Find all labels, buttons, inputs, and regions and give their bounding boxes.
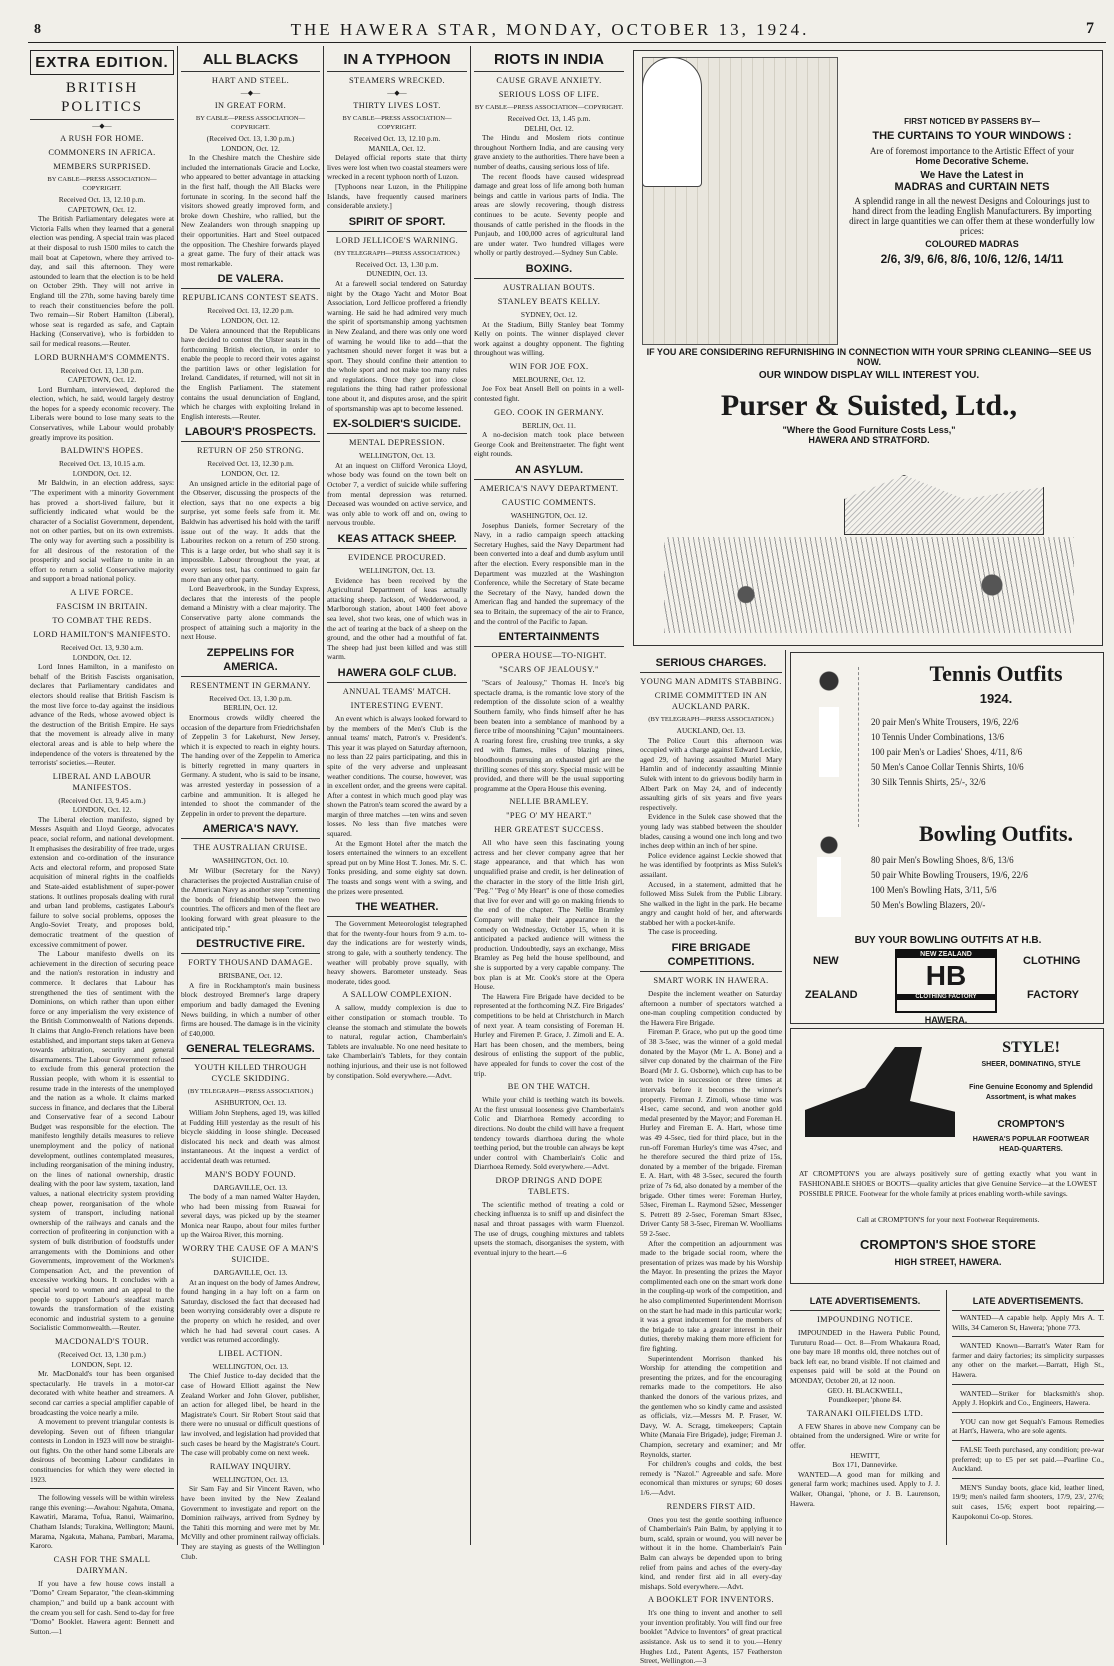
subheading: HER GREATEST SUCCESS. <box>494 825 604 835</box>
paragraph: Lord Burnham, interviewed, deplored the election, which, he said, would largely destroy the hopes for a speedy economic recovery. The Liberals were bound to lose many seats to the Conservatives, while Labour would probably greatly improve its position. <box>30 384 174 442</box>
subheading: AUSTRALIAN BOUTS. <box>503 282 595 292</box>
subheading: CRIME COMMITTED IN AN AUCKLAND PARK. <box>654 691 768 711</box>
subheading: YOUTH KILLED THROUGH CYCLE SKIDDING. <box>194 1063 307 1084</box>
masthead-rule <box>28 42 1106 43</box>
received-line: Received Oct. 13, 12.10 p.m. <box>353 134 441 143</box>
column-rule <box>177 46 178 1545</box>
subheading: YOUNG MAN ADMITS STABBING. <box>640 677 782 686</box>
subheading: LIBERAL AND LABOUR MANIFESTOS. <box>52 771 152 792</box>
paragraph: Despite the inclement weather on Saturday afternoon a number of spectators watched a one-man coupling competition conducted by the Hawera Fire Brigade. <box>640 989 782 1027</box>
paragraph: Lord Beaverbrook, in the Sunday Express, declares that the interests of the people demand a Ministry with a clear majority. The Conservative party alone commands the prospect of attaining such a majority in the next House. <box>181 584 320 642</box>
received-line: Received Oct. 13, 1.45 p.m. <box>507 114 591 123</box>
subheading: CASH FOR THE SMALL DAIRYMAN. <box>53 1554 151 1575</box>
article-headline: EX-SOLDIER'S SUICIDE. <box>327 417 467 434</box>
article-headline: DESTRUCTIVE FIRE. <box>181 937 320 954</box>
dateline: LONDON, Oct. 12. <box>72 468 132 478</box>
subheading: "PEG O' MY HEART." <box>506 811 592 821</box>
byline: BY CABLE—PRESS ASSOCIATION—COPYRIGHT. <box>195 115 306 131</box>
paragraph: At the Egmont Hotel after the match the losers entertained the winners to an excellent spread put on by Mine Host T. Jones. Mr. S. C. Tonks presiding, and some eighty sat down. The toasts and songs went with a swing, and the prizes were presented. <box>327 838 467 896</box>
paragraph: The Hawera Fire Brigade have decided to be represented at the forthcoming N.Z. Fire Brigades' competitions to be held at Christchurch in March of next year. A team consisting of Foreman H. Hurley and Firemen P. Grace, J. Zimoli and E. A. Hart has been chosen, and the members, being desirous of enlisting the support of the public, have appealed for funds to cover the cost of the trip. <box>474 991 624 1078</box>
paragraph: [Typhoons near Luzon, in the Philippine Islands, have frequently caused mariners considerable anxiety.] <box>327 181 467 211</box>
paragraph: A FEW Shares in above new Company can be obtained from the undersigned. Wire or write for offer. <box>790 1421 940 1450</box>
subheading: BE ON THE WATCH. <box>507 1082 591 1092</box>
article-headline: IN A TYPHOON <box>327 50 467 72</box>
subheading: GEO. COOK IN GERMANY. <box>494 407 604 417</box>
subheading: A LIVE FORCE. <box>70 587 134 597</box>
signature: Poundkeeper; 'phone 84. <box>828 1395 902 1405</box>
classified-ad: WANTED Known—Barratt's Water Ram for farmer and dairy factories; its simplicity surpasses any other on the market.—Barratt, High St., Hawera. <box>952 1341 1104 1379</box>
column-serious-charges <box>640 46 782 1666</box>
dateline: CAPETOWN, Oct. 12. <box>67 375 137 385</box>
subheading: THIRTY LIVES LOST. <box>353 101 441 110</box>
byline: BY CABLE—PRESS ASSOCIATION—COPYRIGHT. <box>474 104 624 111</box>
article-headline: RIOTS IN INDIA <box>474 50 624 72</box>
column-rule <box>785 650 786 1545</box>
subheading: WORRY THE CAUSE OF A MAN'S SUICIDE. <box>182 1244 319 1265</box>
list-item: 30 Silk Tennis Shirts, 25/-, 32/6 <box>871 777 986 787</box>
paragraph: Joe Fox beat Ansell Bell on points in a well-contested fight. <box>474 384 624 404</box>
subheading: TARANAKI OILFIELDS LTD. <box>806 1408 924 1418</box>
article-headline: THE WEATHER. <box>327 900 467 917</box>
subheading: RAILWAY INQUIRY. <box>209 1461 292 1471</box>
divider <box>952 1336 1104 1337</box>
subheading: MAN'S BODY FOUND. <box>204 1169 297 1179</box>
subheading: RENDERS FIRST AID. <box>666 1501 756 1511</box>
paragraph: For children's coughs and colds, the best remedy is "Nazol." Agreeable and safe. More economical than mixtures or syrups; 60 doses 1/6.—Advt. <box>640 1459 782 1497</box>
logo-text: CLOTHING FACTORY <box>897 994 995 1000</box>
byline: BY CABLE—PRESS ASSOCIATION—COPYRIGHT. <box>47 176 157 192</box>
late-advertisements-left <box>790 1290 940 1540</box>
subheading: CAUSE GRAVE ANXIETY. <box>496 76 602 85</box>
bowling-items <box>871 853 1101 913</box>
divider <box>952 1412 1104 1413</box>
signature: HEWITT, <box>850 1450 880 1460</box>
column-india <box>474 46 624 1546</box>
house-illustration <box>844 475 1044 535</box>
extra-edition-banner: EXTRA EDITION. <box>30 50 174 75</box>
list-item: 100 pair Men's or Ladies' Shoes, 4/11, 8/6 <box>871 747 1023 757</box>
ornament: —◆— <box>240 89 261 97</box>
subheading: WIN FOR JOE FOX. <box>509 361 589 371</box>
paragraph: Mr Wilbur (Secretary for the Navy) characterises the projected Australian cruise of the American Navy as another step "cementing the bonds of friendship between the two countries. The officers and men of the fleet are looking forward with great pleasure to the anticipated trip." <box>181 866 320 933</box>
dateline: ASHBURTON, Oct. 13. <box>214 1098 287 1108</box>
column-british-politics <box>30 46 174 1636</box>
dateline: WELLINGTON, Oct. 13. <box>212 1361 289 1371</box>
classified-ad: YOU can now get Sequah's Famous Remedies at Hart's, Hawera, who are sole agents. <box>952 1416 1104 1436</box>
subheading: INTERESTING EVENT. <box>350 700 444 710</box>
ad-text: THE CURTAINS TO YOUR WINDOWS : <box>872 130 1072 142</box>
logo-text: HB <box>925 960 967 991</box>
article-headline: BOXING. <box>474 262 624 279</box>
section-heading: LATE ADVERTISEMENTS. <box>952 1294 1104 1311</box>
paragraph: The Chief Justice to-day decided that the case of Howard Elliott against the New Zealand Worker and John Glover, publisher, an action for alleged libel, be heard in the Magistrate's Court. Sir Robert Stout said that there were no unusual or difficult questions of law involved, and legislation had provided that such cases be heard by the Magistrate's Court. The case will probably come on next week. <box>181 1371 320 1458</box>
received-line: Received Oct. 13, 9.30 a.m. <box>60 642 144 652</box>
subheading: EVIDENCE PROCURED. <box>348 553 446 562</box>
subheading: "SCARS OF JEALOUSY." <box>499 665 599 675</box>
late-advertisements-right <box>952 1290 1104 1540</box>
paragraph: The scientific method of treating a cold or checking influenza is to sniff up and disinfect the nasal and throat passages with warm Fluenzol. The use of drugs, coughing mixtures and tablets upsets the stomach, disorganises the system, with eventual injury to the heart.—6 <box>474 1199 624 1257</box>
paragraph: At a farewell social tendered on Saturday night by the Otago Yacht and Motor Boat Association, Lord Jellicoe proffered a friendly warning. He said he had admired very much the spirit of sportsmanship among yachtsmen in New Zealand, and there was only one word of warning he would like to add—that the yachtsmen should never forget it was but a sport. They should confine their attention to the whole sport and not make too many rules and regulations. Once they got into close regulations the thing had rather professional tone about it, and disputes arose, and the spirit of sportsmanship was apt to become lessened. <box>327 278 467 413</box>
subheading: A BOOKLET FOR INVENTORS. <box>647 1595 775 1605</box>
buy-line: BUY YOUR BOWLING OUTFITS AT H.B. <box>854 935 1042 946</box>
hawera-label: HAWERA. <box>924 1015 968 1025</box>
divider <box>952 1440 1104 1441</box>
paragraph: A movement to prevent triangular contests is developing. Seven out of fifteen triangular contests in London in 1923 will now be straight-out fights. On the other hand some Liberals are desirous of becoming Labour candidates in constituencies for which they were elected in 1923. <box>30 1417 174 1484</box>
ad-text: OUR WINDOW DISPLAY WILL INTEREST YOU. <box>758 370 980 381</box>
subheading: LORD BURNHAM'S COMMENTS. <box>34 352 170 362</box>
paragraph: The case is proceeding. <box>648 927 718 937</box>
year: 1924. <box>979 691 1013 706</box>
dateline: CAPETOWN, Oct. 12. <box>67 204 137 214</box>
classified-ad: WANTED—A capable help. Apply Mrs A. T. Wills, 34 Cameron St, Hawera; 'phone 773. <box>952 1313 1104 1332</box>
column-rule <box>946 1290 947 1545</box>
dateline: LONDON, Oct. 12. <box>72 652 132 662</box>
dateline: WASHINGTON, Oct. 12. <box>510 511 588 521</box>
paragraph: At the Stadium, Billy Stanley beat Tommy Kelly on points. The winner displayed clever work against a doughty opponent. The fighting throughout was willing. <box>474 319 624 358</box>
firm-name: Purser & Suisted, Ltd., <box>720 389 1018 422</box>
paragraph: The body of a man named Walter Hayden, who had been missing from Ruawai for several days, was picked up by the steamer Monica near Raupo, about four miles further up the Wairoa River, this morning. <box>181 1192 320 1240</box>
style-heading: STYLE! <box>1002 1039 1060 1056</box>
paragraph: At an inquest on the body of James Andrew, found hanging in a hay loft on a farm on Saturday, disclosed the fact that deceased had been worrying considerably over a dispute re the property on which he resided, and over which he had had several court cases. A verdict was returned accordingly. <box>181 1277 320 1345</box>
byline: BY CABLE—PRESS ASSOCIATION—COPYRIGHT. <box>342 115 452 131</box>
ad-text: We Have the Latest in <box>920 170 1024 181</box>
article-headline: DE VALERA. <box>181 272 320 289</box>
paragraph: The Liberal election manifesto, signed by Messrs Asquith and Lloyd George, advocates peace, social reform, and national development. It emphasises the desirability of free trade, urges extension and co-ordination of the insurance Acts and electoral reform, and proposed State acquisition of mineral rights in the coalfields and State-aided establishment of super-power stations. It outlines proposals dealing with rural and urban land problems, castigates Labour's failure to solve social problems, opposes the Anglo-Soviet Treaty, and proposes bold, democratic treatment of the question of excessive commitment of power. <box>30 814 174 949</box>
paragraph: Superintendent Morrison thanked his Worship for attending the competition and presenting the prizes, and for the encouraging remarks made to the competitors. He also thanked the donors of the various prizes, and the gentlemen who so kindly came and assisted as officials, viz.—Messrs M. P. Fraser, W. Davy, W. A. Scragg, timekeepers; Captain White (Manaia Fire Brigade), judge; Fireman J. Champion, secretary and examiner; and Mr Reynolds, starter. <box>640 1353 782 1459</box>
ad-text: A splendid range in all the newest Designs and Colourings just to hand direct from the leading English Manufacturers. By importing direct in large quantities we can offer them at these wonderfully low prices: <box>849 196 1095 236</box>
dateline: DARGAVILLE, Oct. 13. <box>213 1268 288 1278</box>
paragraph: The Labour manifesto dwells on its achievement in the direction of securing peace and the nation's restoration in industry and commerce. It declares that Labour has strengthened the ties of sentiment with the Dominions, on which rather than upon either force or any imperialism the very existence of the British Commonwealth of Nations depends. It claims that Anglo-French relations have been established, and important steps taken at Geneva towards arbitration, security and general disarmaments. The Labour Government refused to exclude from this general protection the Russian people, with whom it is essential to resume trade in the interests of the unemployed and the nation as a whole. It claims marked success in finance, and declares that the Liberal and Conservative fear of a second Labour Budget was responsible for the election. The manifesto lengthily details measures to relieve unemployment and the policy of national development, outlines contemplated measures, including reorganisation of the mining industry, on the lines of national ownership, drastic dealing with the poor law system, taxation, land values, a national electricity system providing cheap power, reorganisation of the whole system of transport, including national ownership of the railways and canals and the correction of profiteering in conjunction with a system of bulk distribution of foodstuffs under arrangements with the Dominions and other Governments, improvement of the Workmen's Compensation Act, and the prevention of excessive working hours. It concludes with a special word to women and an appeal to the people to support Labour's steadfast march towards the transformation of the existing economic and industrial system to a genuine Socialistic Commonwealth.—Reuter. <box>30 949 174 1333</box>
subheading: MENTAL DEPRESSION. <box>348 438 446 448</box>
subheading: IN GREAT FORM. <box>214 101 287 110</box>
subheading: HART AND STEEL. <box>211 76 290 85</box>
article-headline: HAWERA GOLF CLUB. <box>327 666 467 683</box>
paragraph: An event which is always looked forward to by the members of the Men's Club is the annual teams' match, Patron's v. President's. This year it was played on Saturday afternoon, no less than 22 pairs participating, and this in spite of the very adverse and unpleasant weather conditions. The course, however, was in excellent order, and the greens were capital. After a contest in which much good play was shown the Patron's team scored the award by a margin of three matches —ten wins and seven losses. No less than five matches were squared. <box>327 713 467 839</box>
subheading: SERIOUS LOSS OF LIFE. <box>498 90 600 99</box>
list-item: 10 Tennis Under Combinations, 13/6 <box>871 732 1004 742</box>
ad-text: 2/6, 3/9, 6/6, 8/6, 10/6, 12/6, 14/11 <box>880 252 1064 266</box>
paragraph: A no-decision match took place between George Cook and Breitenstraeter. The fight went eight rounds. <box>474 430 624 459</box>
paragraph: The Police Court this afternoon was occupied with a charge against Edward Leckie, aged 29, of having assaulted Muriel Mary Hamlin and of indecently assaulting Minnie Sulek with intent to do grievous bodily harm in Albert Park on May 24, and of indecently assaulting girls of six years and five years respectively. <box>640 735 782 812</box>
tennis-heading: Tennis Outfits <box>929 661 1063 686</box>
paragraph: Josephus Daniels, former Secretary of the Navy, in a radio campaign speech attacking Secretary Hughes, said the Navy Department had been converted into a deaf and dumb asylum until after the election. Every responsible man in the Department was muzzled at the Washington Conference, while the Secretary of State became the Secretary of the Navy, handed down the American flag and handed the supremacy of the sea to Britain, the supremacy of the air to France, and the control of the Pacific to Japan. <box>474 520 624 626</box>
ad-text: COLOURED MADRAS <box>925 239 1019 249</box>
ad-text: MADRAS and CURTAIN NETS <box>894 181 1050 193</box>
dateline: LONDON, Oct. 12. <box>221 315 280 325</box>
subheading: LORD JELLICOE'S WARNING. <box>335 235 459 245</box>
column-rule <box>470 46 471 1545</box>
paragraph: The recent floods have caused widespread damage and great loss of life among both human beings and cattle in various parts of India. The areas are slowly recovering, though distress continues to be acute. Seventy people and thousands of cattle perished in the floods in the Punjaub, and 100,000 acres of agricultural land are under water. Two hundred villages were wholly or partly destroyed.—Sydney Sun Cable. <box>474 171 624 258</box>
paragraph: Ones you test the gentle soothing influence of Chamberlain's Pain Balm, by applying it to burn, scald, sprain or wound, you will never be without it in the home. Chamberlain's Pain Balm can always be depended upon to bring relief from pains and aches of the every-day kind, and render first aid in all every-day mishaps. Sold everywhere.—Advt. <box>640 1514 782 1591</box>
paragraph: It's one thing to invent and another to sell your invention profitably. You will find our free booklet "Advice to Inventors" of great practical assistance. Ask us to send it to you.—Henry Hughes Ltd., Patent Agents, 157 Featherston Street, Wellington.—3 <box>640 1608 782 1666</box>
divider <box>30 1488 174 1489</box>
list-item: 50 pair White Bowling Trousers, 19/6, 22/6 <box>871 870 1028 880</box>
subheading: RESENTMENT IN GERMANY. <box>190 680 311 690</box>
hb-logo <box>895 949 997 1013</box>
paragraph: The Hindu and Moslem riots continue throughout Northern India, and are causing very grave anxiety to the authorities. There have been a number of deaths, causing serious loss of life. <box>474 133 624 171</box>
received-line: (Received Oct. 13, 1.30 p.m.) <box>58 1349 146 1359</box>
subheading: MEMBERS SURPRISED. <box>53 162 151 171</box>
ad-text: HAWERA'S POPULAR FOOTWEAR HEAD-QUARTERS. <box>972 1136 1090 1153</box>
subheading: OPERA HOUSE—TO-NIGHT. <box>491 651 607 661</box>
dateline: LONDON, Sept. 12. <box>71 1359 133 1369</box>
paragraph: Sir Sam Fay and Sir Vincent Raven, who have been invited by the New Zealand Government to investigate and report on the Dominion railways, arrived from Sydney by the Tahiti this morning and were met by Mr. McVilly and other prominent railway officials. They are staying as guests of the Wellington Club. <box>181 1484 320 1561</box>
paragraph: IMPOUNDED in the Hawera Public Pound, Turuturu Road— Oct. 8—From Whakaura Road, one bay mare 18 months old, three notches out of back left ear, no brand visible. If not claimed and expenses paid will be sold at the Pound on MONDAY, October 20, at 12 noon. <box>790 1328 940 1385</box>
logo-text: NEW ZEALAND <box>897 951 995 958</box>
dateline: LONDON, Oct. 12. <box>221 469 280 479</box>
classified-ad: FALSE Teeth purchased, any condition; pre-war preferred; up to £5 per set paid.—Pearline Co., Auckland. <box>952 1444 1104 1474</box>
curtain-copy <box>848 117 1096 266</box>
received-line: Received Oct. 13, 1.30 p.m. <box>209 693 292 703</box>
dateline: MANILA, Oct. 12. <box>368 143 426 153</box>
subheading: LORD HAMILTON'S MANIFESTO. <box>33 629 171 639</box>
article-headline: ZEPPELINS FOR AMERICA. <box>181 646 320 677</box>
paragraph: If you have a few house cows install a "Domo" Cream Separator, "the clean-skimming champion," and build up a bank account with the cream you sell for cash. Send to-day for free "Domo" Booklet. Hawera agent: Bennett and Sutton.—1 <box>30 1578 174 1636</box>
subheading: STEAMERS WRECKED. <box>349 76 445 85</box>
column-typhoon <box>327 46 467 1546</box>
ad-text: "Where the Good Furniture Costs Less," <box>782 425 956 435</box>
column-all-blacks <box>181 46 320 1561</box>
paragraph: The following vessels will be within wireless range this evening:—Awahou: Ngahuta, Omana, Kawatiri, Marama, Tofua, Ranui, Waimarino, Chatham Islands; Turakina, Wellington; Mauni, Marama, Ngakuta, Mahana, Pambari, Marama, Karoro. <box>30 1493 174 1551</box>
article-headline: SPIRIT OF SPORT. <box>327 215 467 232</box>
subheading: IMPOUNDING NOTICE. <box>816 1315 914 1324</box>
cromptons-advertisement <box>790 1028 1104 1284</box>
paragraph: A fire in Rockhampton's main business block destroyed Bremner's large drapery emporium and badly damaged the Evening News building, in which a number of other firms are housed. The damage is in the vicinity of £40,000. <box>181 980 320 1038</box>
received-line: Received Oct. 13, 10.15 a.m. <box>59 459 145 469</box>
dateline: WELLINGTON, Oct. 13. <box>358 451 435 461</box>
dateline: LONDON, Oct. 12. <box>72 805 132 815</box>
dateline: LONDON, Oct. 12. <box>221 143 280 153</box>
ad-text: Call at CROMPTON'S for your next Footwear Requirements. <box>856 1215 1040 1224</box>
received-line: (Received Oct. 13, 1.30 p.m.) <box>206 134 295 143</box>
subheading: A RUSH FOR HOME. <box>60 134 144 143</box>
subheading: FORTY THOUSAND DAMAGE. <box>188 958 313 968</box>
list-item: 50 Men's Canoe Collar Tennis Shirts, 10/6 <box>871 762 1024 772</box>
article-headline: SERIOUS CHARGES. <box>640 656 782 673</box>
article-headline: KEAS ATTACK SHEEP. <box>327 532 467 549</box>
divider <box>952 1478 1104 1479</box>
paragraph: Evidence in the Sulek case showed that the young lady was stabbed between the shoulder blades, causing a wound one inch long and two inches deep within an inch of her spine. <box>640 812 782 851</box>
paragraph: All who have seen this fascinating young actress and her clever company agree that her stage appearance, and that which has won unqualified praise and credit, is her delineation of the character in the story of the little Irish girl, "Peg." "Peg o' My Heart" is one of those comedies that live for ever and will go on making friends to the end of the chapter. The Nellie Bramley Company will make their appearance in the comedy on Wednesday, October 15, when it is anticipated a packed audience will witness the production. Undoubtedly, says an exchange, Miss Bramley as Peg held the house spellbound, and she is supported by a very capable company. The box plan is at Mr. Cook's store at the Opera House. <box>474 838 624 992</box>
paragraph: Mr. MacDonald's tour has been organised spectacularly. He travels in a motor-car decorated with white heather and streamers. A second car carries a special amplifier capable of broadcasting the voice nearly a mile. <box>30 1369 174 1417</box>
paragraph: Mr Baldwin, in an election address, says: "The experiment with a minority Government has proved a short-lived failure, but it sufficiently indicated what would be the character of a Socialist Government, dependent, not on other parties, but on its own extremists. The only way for averting such a possibility is for all desirous of the restoration of the prosperity and social welfare to unite in an effort to return a solid Conservative majority and support a broad national policy. <box>30 478 174 584</box>
dateline: BERLIN, Oct. 11. <box>522 420 576 430</box>
paragraph: An unsigned article in the editorial page of the Observer, discussing the prospects of the election, says that no one expects a big surprise, yet some feels safe from it. Mr. Baldwin has advertised his hold with the tariff issue out of the way. It adds that the Labourites reckon on a return of 250 strong. This is a large order, but who shall say it is impossible. Labour throughout the year, at every serious test, has continued to gain far more than any other party. <box>181 478 320 584</box>
article-headline: BRITISH POLITICS <box>30 79 174 120</box>
bowling-heading: Bowling Outfits. <box>918 821 1074 846</box>
ad-text: FIRST NOTICED BY PASSERS BY— <box>904 117 1040 126</box>
subheading: STANLEY BEATS KELLY. <box>497 296 601 306</box>
received-line: Received Oct. 13, 12.30 p.m. <box>207 459 294 469</box>
ornament: —◆— <box>92 122 112 130</box>
paragraph: The British Parliamentary delegates were at Victoria Falls when they learned that a general election was pending. A special train was placed at their disposal to rush 1500 miles to catch the mail boat at Capetown, where they arrived to-day, and sail this afternoon. They were astounded to learn that the election is to be held on October 29th. They will not arrive in England till the 27th, some having barely time to reach their constituencies before the poll. Two remain—Sir Robert Hamilton (Liberal), whose seat is regarded as safe, and Captain Hacking (Conservative), who is forbidden to sail for medical reasons.—Reuter. <box>30 214 174 348</box>
dateline: WELLINGTON, Oct. 13. <box>358 566 435 575</box>
column-rule <box>323 46 324 1545</box>
dateline: WASHINGTON, Oct. 10. <box>212 856 289 866</box>
ornament: —◆— <box>387 89 407 97</box>
article-headline: GENERAL TELEGRAMS. <box>181 1042 320 1059</box>
paragraph: A sallow, muddy complexion is due to either constipation or stomach trouble. To cleanse the stomach and stimulate the bowels to natural, regular action, Chamberlain's Tablets are invaluable. No one need hesitate to take Chamberlain's Tablets, for they contain nothing injurious, and their use is not followed by constipation. Sold everywhere.—Advt. <box>327 1003 467 1080</box>
subheading: LIBEL ACTION. <box>218 1348 283 1358</box>
paragraph: Fireman P. Grace, who put up the good time of 38 3-5sec, was the winner of a gold medal donated by the Mayor (Mr L. A. Bone) and a silver cup donated by the chairman of the Fire Board (Mr J. G. Osborne), which cup has to be won twice in succession or three times at intervals before it becomes the winner's property. Fireman J. Zimoli, whose time was 41sec, came second, and won another gold medal presented by the Mayor; and Foreman H. Hurley and Fireman E. A. Hart, whose time was 49 4-5sec, tied for third place, but in the run-off Foreman Hurley's time was 47sec, and he therefore secured the third prize of 15s, donated by a member of the brigade. Fireman E. A. Hart, with 48 3-5sec, secured the fourth prize of 7s 6d, also donated by a member of the brigade. Other times were: Foreman Hurley, 53sec, Fireman L. Raymond 52sec, Messenger S. Petrett 89 2-5sec, Foreman Smart 83sec, Driver Canty 58 3-5sec, Fireman W. Woolliams 59 2-5sec. <box>640 1027 782 1238</box>
subheading: MACDONALD'S TOUR. <box>54 1336 150 1346</box>
dateline: SYDNEY, Oct. 12. <box>520 309 578 319</box>
article-headline: LABOUR'S PROSPECTS. <box>181 425 320 442</box>
received-line: (Received Oct. 13, 9.45 a.m.) <box>58 795 146 805</box>
subheading: RETURN OF 250 STRONG. <box>196 446 305 456</box>
ad-text: CROMPTON'S <box>997 1119 1065 1130</box>
subheading: ANNUAL TEAMS' MATCH. <box>342 686 452 696</box>
store-name: CROMPTON'S SHOE STORE <box>860 1237 1036 1252</box>
subheading: CAUSTIC COMMENTS. <box>501 498 597 508</box>
byline: (BY TELEGRAPH—PRESS ASSOCIATION.) <box>187 1088 314 1096</box>
zealand-label: ZEALAND <box>805 989 858 1001</box>
paragraph: "Scars of Jealousy," Thomas H. Ince's big spectacle drama, is the romantic love story of the redemption of the dissolute scion of a wealthy Southern family, who finds himself after he has been beaten into a semblance of manhood by a fierce tribe of moonshining "Cajun" mountaineers. A roaring forest fire, crushing tree trunks, a sky red with flames, miles of blazing pines, bloodhounds pursuing an exhausted girl are the thrilling scenes of this story. Special music will be provided, and there will be the usual supporting programme at the Opera House this evening. <box>474 678 624 793</box>
subheading: SMART WORK IN HAWERA. <box>653 976 769 986</box>
hb-outfits-advertisement <box>790 652 1104 1024</box>
subheading: NELLIE BRAMLEY. <box>509 797 589 807</box>
ad-body: AT CROMPTON'S you are always positively sure of getting exactly what you want in FASHIONABLE SHOES or BOOTS—quality articles that give Genuine Service—at the LOWEST POSSIBLE PRICE. Footwear for the whole family at prices enabling worth-while savings. <box>799 1169 1097 1198</box>
article-headline: FIRE BRIGADE COMPETITIONS. <box>640 941 782 972</box>
classified-ad: MEN'S Sunday boots, glace kid, leather lined, 19/9; men's nailed farm shooters, 17/9, 23/, 27/6; suit cases, 15/6; expert boot repairing.—Kaupokonui Co-op. Stores. <box>952 1482 1104 1521</box>
byline: (BY TELEGRAPH—PRESS ASSOCIATION.) <box>648 716 774 723</box>
paragraph: WANTED—A good man for milking and general farm work; machines used. Apply to J. J. Walker, Ohangai, 'phone, or J. B. Laurenson, Hawera. <box>790 1469 940 1508</box>
tennis-items <box>871 715 1101 790</box>
paragraph: Lord Innes Hamilton, in a manifesto on behalf of the British Fascists organisation, declares that Parliamentary candidates and electors should realise that British Fascism is the most live force to-day against the insidious advance of the Reds, whose avowed object is the destruction of the British Empire. He says that the movement is already alive in many electoral areas and is able to help where the independence of the voters is threatened by the terrorists' societies.—Reuter. <box>30 662 174 768</box>
ad-text: SHEER, DOMINATING, STYLE <box>981 1061 1081 1068</box>
received-line: Received Oct. 13, 1.30 p.m. <box>355 259 439 269</box>
paragraph: Police evidence against Leckie showed that he was identified by footprints as Miss Sulek's assailant. <box>640 850 782 879</box>
store-address: HIGH STREET, HAWERA. <box>894 1257 1002 1267</box>
byline: (BY TELEGRAPH—PRESS ASSOCIATION.) <box>334 249 460 257</box>
signature: Box 171, Dannevirke. <box>832 1460 898 1470</box>
newspaper-title: THE HAWERA STAR, MONDAY, OCTOBER 13, 1924. <box>290 20 810 39</box>
page-number: 7 <box>1086 20 1094 37</box>
shoe-illustration <box>805 1047 955 1137</box>
clothing-label: CLOTHING <box>1023 955 1081 967</box>
paragraph: At an inquest on Clifford Veronica Lloyd, whose body was found on the town belt on October 7, a verdict of suicide while suffering from mental depression was returned. Deceased was wounded on active service, and was only able to work off and on, owing to nervous trouble. <box>327 460 467 528</box>
paragraph: In the Cheshire match the Cheshire side included the internationals Gracie and Locke, who appeared to better advantage in attacking in the first half, though the All Blacks were fortunate in scoring. In the second half the visitors showed greatly improved form, and broke down Cheshire, who rallied, but the New Zealanders won through snapping up their opportunities. Hart and Steel outpaced the opposition. The Cheshire forwards played a great game. The fury of their attack was most remarkable. <box>181 153 320 268</box>
ad-text: HAWERA AND STRATFORD. <box>808 435 930 445</box>
dateline: WELLINGTON, Oct. 13. <box>212 1474 289 1484</box>
paragraph: De Valera announced that the Republicans have decided to contest the Ulster seats in the forthcoming British election, in order to enable the people to record their votes against the partition laws or other legislation for Ireland. Candidates, if returned, will not sit in the English Parliament. The statement contains the usual denunciation of England, which he charges with exploiting Ireland in English interests.—Reuter. <box>181 325 320 421</box>
classified-ad: WANTED—Striker for blacksmith's shop. Apply J. Hopkirk and Co., Engineers, Hawera. <box>952 1388 1104 1408</box>
paragraph: William John Stephens, aged 19, was killed at Fudding Hill yesterday as the result of his bicycle skidding in loose shingle. Deceased dislocated his neck and death was almost instantaneous. At the inquest a verdict of accidental death was returned. <box>181 1107 320 1165</box>
divider <box>952 1384 1104 1385</box>
paragraph: After the competition an adjournment was made to the brigade social room, where the presentation of prizes was made by his Worship the Mayor. In presenting the prizes the Mayor complimented each one on the smart work done in the coupling-up work of the competition, and he also complimented Superintendent Morrison on the start he had made in this particular work; it was a great inducement for the members of the brigade to take a greater interest in their duties, thereby making them more efficient for fire fighting. <box>640 1238 782 1354</box>
tennis-player-illustration <box>799 667 859 827</box>
subheading: A SALLOW COMPLEXION. <box>342 990 452 1000</box>
ad-text: IF YOU ARE CONSIDERING REFURNISHING IN CONNECTION WITH YOUR SPRING CLEANING—SEE US NOW. <box>646 347 1092 367</box>
paragraph: The Government Meteorologist telegraphed that for the twenty-four hours from 9 a.m. to-day the indications are for westerly winds, strong to gale, with a southerly tendency. The weather will probably prove squally, with heavy showers. Barometer unsteady. Seas moderate, tides good. <box>327 919 467 986</box>
article-headline: AN ASYLUM. <box>474 463 624 480</box>
list-item: 50 Men's Bowling Blazers, 20/- <box>871 900 986 910</box>
section-heading: LATE ADVERTISEMENTS. <box>790 1294 940 1311</box>
article-headline: ALL BLACKS <box>181 50 320 72</box>
received-line: Received Oct. 13, 12.10 p.m. <box>58 195 146 204</box>
subheading: TO COMBAT THE REDS. <box>52 615 152 625</box>
masthead <box>0 0 1114 44</box>
dateline: AUCKLAND, Oct. 13. <box>676 726 746 735</box>
list-item: 100 Men's Bowling Hats, 3/11, 5/6 <box>871 885 997 895</box>
list-item: 80 pair Men's Bowling Shoes, 8/6, 13/6 <box>871 855 1014 865</box>
dateline: DARGAVILLE, Oct. 13. <box>213 1182 288 1192</box>
bowler-illustration <box>799 833 859 933</box>
subheading: AMERICA'S NAVY DEPARTMENT. <box>479 484 619 494</box>
subheading: THE AUSTRALIAN CRUISE. <box>193 843 308 853</box>
dateline: DUNEDIN, Oct. 13. <box>366 269 428 279</box>
subheading: COMMONERS IN AFRICA. <box>48 148 156 157</box>
dateline: MELBOURNE, Oct. 12. <box>512 374 586 384</box>
list-item: 20 pair Men's White Trousers, 19/6, 22/6 <box>871 717 1019 727</box>
article-headline: ENTERTAINMENTS <box>474 630 624 647</box>
dateline: BRISBANE, Oct. 12. <box>218 971 283 981</box>
dateline: BERLIN, Oct. 12. <box>223 703 278 713</box>
subheading: FASCISM IN BRITAIN. <box>56 601 148 611</box>
subheading: REPUBLICANS CONTEST SEATS. <box>182 293 319 303</box>
received-line: Received Oct. 13, 1.30 p.m. <box>60 365 144 375</box>
received-line: Received Oct. 13, 12.20 p.m. <box>207 306 294 316</box>
new-label: NEW <box>813 955 839 967</box>
paragraph: While your child is teething watch its bowels. At the first unusual looseness give Chamberlain's Colic and Diarrhoea Remedy according to directions. No doubt the child will have a frequent tendency towards diarrhoea during the whole teething period, but the trouble can always be kept under control with Chamberlain's Colic and Diarrhoea Remedy. Sold everywhere.—Advt. <box>474 1095 624 1172</box>
ad-text: Home Decorative Scheme. <box>915 156 1029 166</box>
paragraph: Accused, in a statement, admitted that he followed Miss Sulek from the Public Library. She walked in the light in the park. He became angry and caught hold of her, and afterwards stabbed her with a pocket-knife. <box>640 879 782 927</box>
subheading: BALDWIN'S HOPES. <box>60 446 144 456</box>
ad-text: Fine Genuine Economy and Splendid Assortment, is what makes <box>969 1084 1093 1101</box>
signature: GEO. H. BLACKWELL, <box>827 1385 903 1395</box>
article-headline: AMERICA'S NAVY. <box>181 822 320 839</box>
subheading: DROP DRINGS AND DOPE TABLETS. <box>495 1175 603 1196</box>
dateline: DELHI, Oct. 12. <box>524 123 574 133</box>
paragraph: Delayed official reports state that thirty lives were lost when two coastal steamers were wrecked in a recent typhoon north of Luzon. <box>327 153 467 182</box>
paragraph: Enormous crowds wildly cheered the occasion of the departure from Friedrichshafen of Zeppelin 3 for Lakehurst, New Jersey, which it is expected to reach in eighty hours. The handing over of the Zeppelin to America is bitterly regretted in many quarters in Germany. A student, who is said to be insane, was arrested yesterday in possession of a carbine and ammunition. It is alleged he intended to shoot the commander of the Zeppelin in order to prevent the departure. <box>181 712 320 818</box>
factory-label: FACTORY <box>1027 989 1079 1001</box>
ad-text: Are of foremost importance to the Artistic Effect of your <box>869 146 1075 156</box>
paragraph: Evidence has been received by the Agricultural Department of keas actually attacking sheep. Jackson, of Wedderwood, a Marlborough station, about 1400 feet above sea level, shot two keas, one of which was in the act of tearing at the back of a sheep on the ground, and the other had a mouthful of fat. The sheep had just been killed and was still warm. <box>327 575 467 662</box>
page-number-left: 8 <box>34 22 41 37</box>
